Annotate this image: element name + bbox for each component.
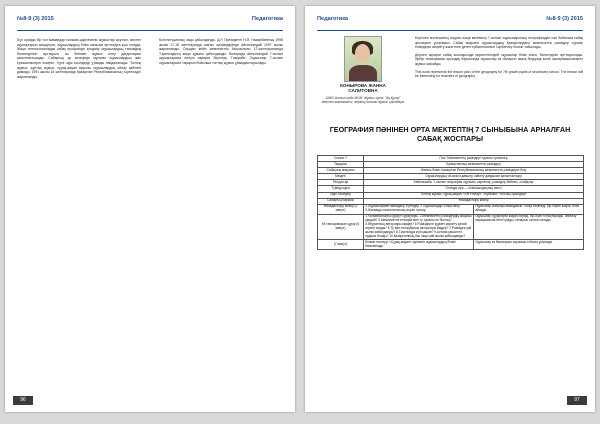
issue-number: №8-9 (3) 2015 — [17, 16, 54, 22]
row-content: Ұйымдастыру кезеңі — [364, 198, 584, 204]
header-rule — [317, 30, 583, 31]
table-row — [318, 204, 584, 214]
author-photo — [344, 36, 382, 82]
row-label: Түйінді идея — [318, 186, 364, 192]
abstract-paragraph: Берілген мәтінмәннің алдағы жаңа көлемінің 7-сынып оқушыларының географиядан пән бойынша сабақ жоспарын ұсынамыз. Сабақ мақсаты оқушылардың Қазақстандағы мемлекеттік рәміздер туралы білімдерін кеңейту және елге деген сүйіспеншілікті тәрбиелеу болып табылады. — [415, 36, 583, 50]
abstract-paragraph: Деректі ақпарат сабақ жоспарында көрсетілгендей оқушылар білім алып, белсенділігі арттырылады. Әрбір тапсырманы орындау барысында оқушылар өз ойларын ашық білдіреді және шығармашылықпен жұмыс жасайды. — [415, 52, 583, 66]
row-label: Сабақтың барысы — [318, 198, 364, 204]
author-name: КОНЫРОВА ЖАННА САЛИТОВНА — [340, 83, 386, 94]
stage-label: (7 минут) — [318, 240, 364, 250]
lesson-plan-table — [317, 155, 584, 250]
left-page — [5, 6, 295, 412]
teacher-activity: Білімін тексеру: «Сұрақ-жауап» әдісімен оқушылардың білімі бағаланады. — [364, 240, 474, 250]
row-content: Пән: Мемлекеттің рәміздері туралы түсініктер — [364, 156, 584, 162]
photo-body — [349, 65, 377, 82]
table-row — [318, 214, 584, 240]
row-label: Міндеті — [318, 174, 364, 180]
teacher-activity: 1.Оқушылармен амандасу, түгендеу. 2.Оқушыларды топқа бөлу. 3.Жағымды психологиялық ахуал туғызу. — [364, 204, 474, 214]
body-column-1: Бұл орайда бір топ мамандар ғылыми-әдістемелік жұмыстар жүргізіп, мектеп оқулықтарын жаңартуға, оқушылардың білім сапасын арттыруға күш салуда. Жаңа технологияларды сабақ процесінде қолдану оқушылардың танымдық белсенділігін арттырып, өз бетімен жұмыс істеу дағдыларын қалыптастырады. Сабақтың әр кезеңінде мұғалім оқушылардың жас ерекшеліктерін ескеріп, түрлі әдіс-тәсілдерді ұтымды пайдаланады. Топтық жұмыс, жұптық жұмыс, сұрақ-жауап арқылы оқушылардың ойлау қабілеті дамиды. 1991 жылы 16 желтоқсанда Қазақстан Республикасының тәуелсіздігі жарияланды. — [17, 38, 141, 79]
pupil-activity: Оқушылар сұрақтарға жауап береді, бір-бірін толықтырады, бағалау парақшасына белгі қояды, ойларын ортаға салады. — [474, 214, 584, 240]
page-number: 97 — [567, 396, 587, 405]
abstract-paragraph-english: This work represents the lesson plan of the geography for 7th grade pupils of secondary school. The lesson will be interesting for teachers of geography. — [415, 69, 583, 79]
teacher-activity: 1.«Алматылықты сұрау» сұрақтары. 2.Мемлекеттік рәміздердің маңызы қандай? 3.Мемлекеттік елтаңба мен ту туралы не білесің? 4.Әнұранның авторлары кімдер? 5.Рәміздерге құрмет көрсету қалай жүзеге асады? 6.Ту мен елтаңбаның авторлары кімдер? 7.Рәміздер қай жылы қабылданды? 8.Тәуелсіздік күні қашан? 9.Астана қашан ел ордасы болды? 10.Қазақстанның бас заңы қай жылы қабылданды? — [365, 214, 472, 238]
table-row — [318, 240, 584, 250]
pupil-activity: Оқушылар өз бағаларын сарапшы тобына ұсынады. — [474, 240, 584, 250]
body-column-2: Конституциялық заңы қабылданды. Д.Р. Президенті Н.Ә. Назарбаевтың 1998 жылы 17-18 желтоқсанда шағын шешімдерінде айтылғандай 1997 жылы жарияланды. Осыдан кейін мемлекеттік басшылығы 17-желтоқсанында Тәуелсіздіктің жаңа құжаты қабылданды. Жоғарыда айтылғандай 7-сынып оқушыларына елеулі ақпарат беріледі. Тәжірибе: Оқушылар 7-сынып оқушыларына тақырып бойынша топтық жұмыс ұйымдастырылады. — [159, 38, 283, 65]
row-content: Бейнежазба: 7-сынып география оқулығы, карталар, рәміздер бейнесі, слайдтар — [364, 180, 584, 186]
row-label: Ресурстар — [318, 180, 364, 186]
photo-face — [355, 44, 370, 63]
page-number: 96 — [13, 396, 33, 405]
stage-label: Ұйымдастыру кезеңі (2 минут) — [318, 204, 364, 214]
header-rule — [17, 30, 283, 31]
row-content: Топтық жұмыс, сұрақ-жауап, «Ой толғау», «Кубизм», «Ыстық орындық» — [364, 192, 584, 198]
row-label: Тақырып — [318, 162, 364, 168]
row-content: Оқушылардың ой-өрісін дамыту, сөйлеу дағдысын қалыптастыру — [364, 174, 584, 180]
row-content: Отанды сүю — отаншылдықтың негізі — [364, 186, 584, 192]
row-label: Әдіс-тәсілдер — [318, 192, 364, 198]
section-name: Педагогика — [251, 16, 283, 22]
right-page — [305, 6, 595, 412]
section-name: Педагогика — [317, 16, 349, 22]
row-content: Жалпы білім: Қазақстан Республикасының мемлекеттік рәміздерін білу — [364, 168, 584, 174]
row-content: Қазақстанның мемлекеттік рәміздері — [364, 162, 584, 168]
row-label: Сынып 7 — [318, 156, 364, 162]
stage-label: Үй тапсырмасын сұрау (6 минут) — [318, 214, 364, 240]
author-affiliation: ШЖО Алтын орда ЖОМ, Жұмыс орны: "Ақ Құлак" мектеп-гимназиясы, жерінің ғылыми жұмыс орындары — [321, 96, 405, 105]
pupil-activity: Оқушылар сыныпқа амандасып, топқа бөлінеді, бір-біріне жақсы тілек айтады. — [474, 204, 584, 214]
issue-number: №8-9 (3) 2015 — [546, 16, 583, 22]
row-label: Сабақтың мақсаты — [318, 168, 364, 174]
article-title: ГЕОГРАФИЯ ПӘНІНЕН ОРТА МЕКТЕПТІҢ 7 СЫНЫБЫНА АРНАЛҒАН САБАҚ ЖОСПАРЫ — [329, 125, 571, 143]
abstract — [415, 36, 583, 82]
